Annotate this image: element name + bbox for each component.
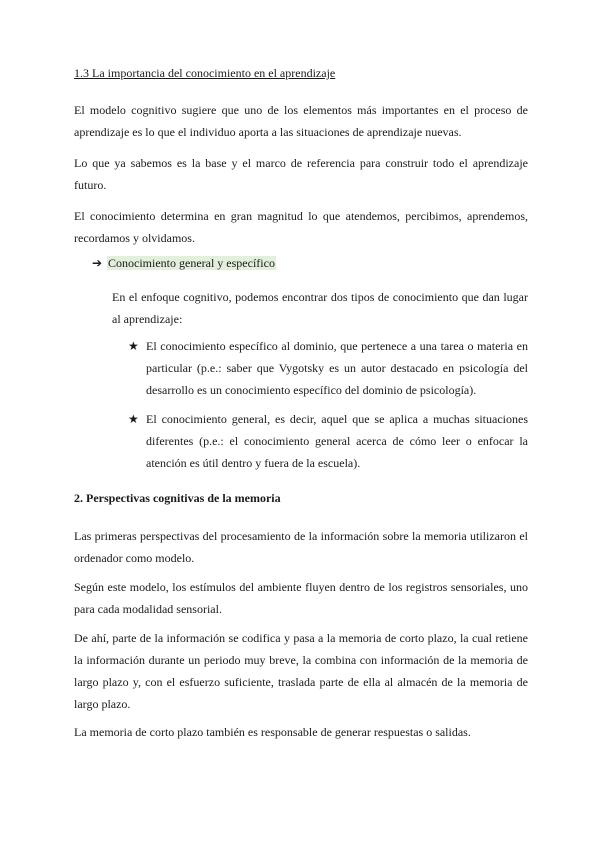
star-list-item <box>128 335 528 401</box>
subsection-title: 1.3 La importancia del conocimiento en el aprendizaje <box>74 66 336 80</box>
arrow-right-icon: ➔ <box>92 256 103 270</box>
paragraph: Las primeras perspectivas del procesamiento de la información sobre la memoria utilizaron el ordenador como modelo. <box>74 529 528 565</box>
highlighted-topic: Conocimiento general y específico <box>108 256 275 270</box>
star-list-item <box>128 408 528 474</box>
paragraph: La memoria de corto plazo también es responsable de generar respuestas o salidas. <box>74 725 471 739</box>
star-item-text: El conocimiento general, es decir, aquel que se aplica a muchas situaciones diferentes (p.e.: el conocimiento general acerca de cómo leer o enfocar la atención es útil dentro y fuera de la escuela). <box>146 412 528 470</box>
intro-paragraph: En el enfoque cognitivo, podemos encontrar dos tipos de conocimiento que dan lugar al aprendizaje: <box>112 290 528 326</box>
paragraph: Lo que ya sabemos es la base y el marco de referencia para construir todo el aprendizaje futuro. <box>74 156 528 192</box>
star-icon: ★ <box>128 339 139 353</box>
section-title: 2. Perspectivas cognitivas de la memoria <box>74 491 281 505</box>
paragraph: De ahí, parte de la información se codifica y pasa a la memoria de corto plazo, la cual retiene la información durante un periodo muy breve, la combina con información de la memoria de largo plazo y, con el esfuerzo suficiente, traslada parte de ella al almacén de la memoria de largo plazo. <box>74 631 528 711</box>
star-icon: ★ <box>128 412 139 426</box>
paragraph: El modelo cognitivo sugiere que uno de los elementos más importantes en el proceso de aprendizaje es lo que el individuo aporta a las situaciones de aprendizaje nuevas. <box>74 103 528 139</box>
paragraph: Según este modelo, los estímulos del ambiente fluyen dentro de los registros sensoriales, uno para cada modalidad sensorial. <box>74 580 528 616</box>
arrow-list-item <box>92 256 276 271</box>
star-item-text: El conocimiento específico al dominio, que pertenece a una tarea o materia en particular (p.e.: saber que Vygotsky es un autor destacado en psicología del desarrollo es un conocimiento específico del dominio de psicología). <box>146 339 528 397</box>
paragraph: El conocimiento determina en gran magnitud lo que atendemos, percibimos, aprendemos, recordamos y olvidamos. <box>74 209 528 245</box>
